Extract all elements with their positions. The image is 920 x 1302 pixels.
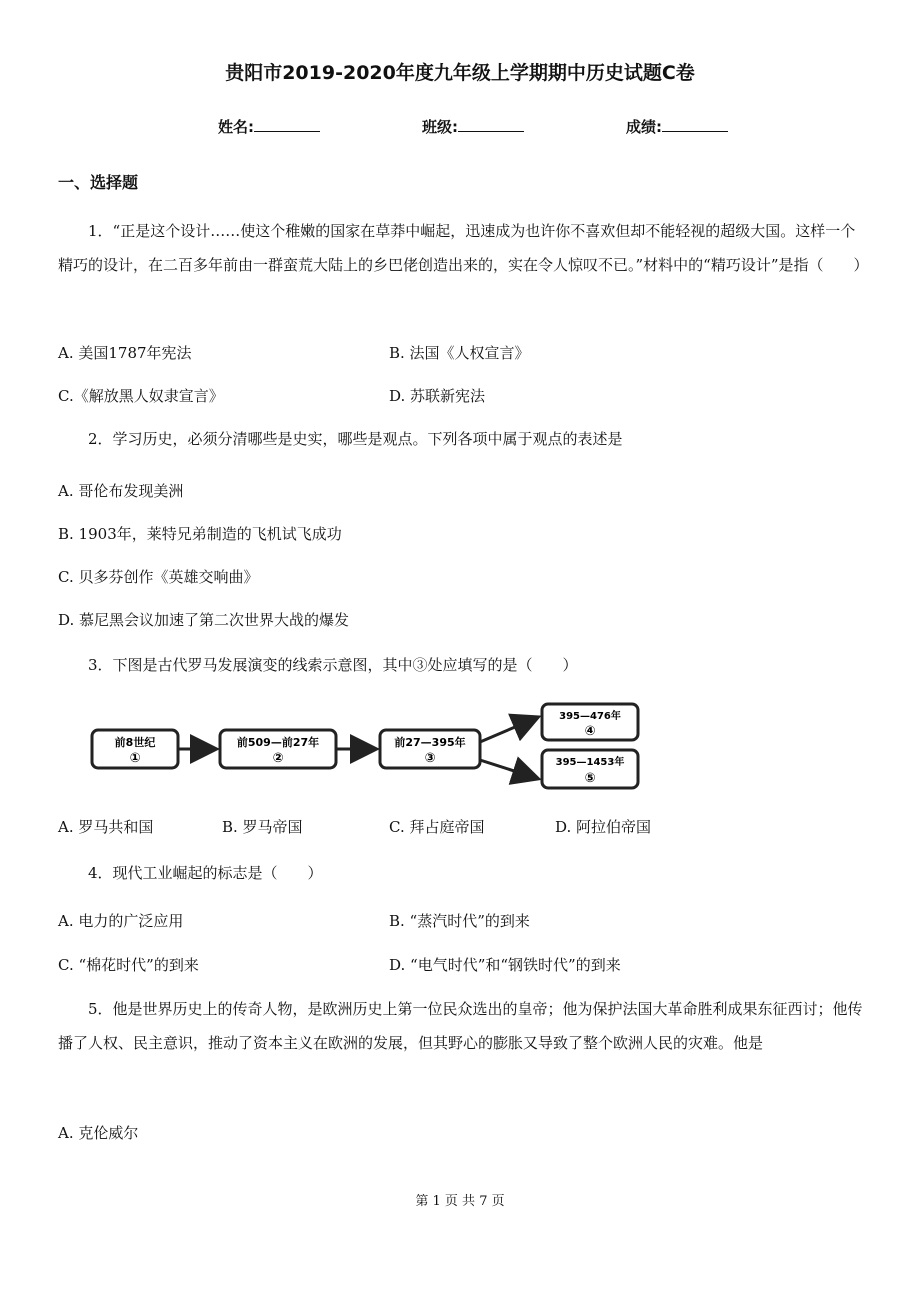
- box-3-period: 前27—395年: [394, 736, 466, 749]
- option-d: D. 慕尼黑会议加速了第二次世界大战的爆发: [58, 611, 350, 629]
- box-2-period: 前509—前27年: [236, 736, 320, 749]
- name-label: 姓名:: [218, 118, 254, 136]
- option-a: A. 美国1787年宪法: [58, 344, 192, 362]
- class-field: [422, 116, 524, 137]
- timeline-box-1: [92, 730, 178, 768]
- question-4: [88, 856, 323, 890]
- option-d: D. 苏联新宪法: [389, 387, 486, 405]
- timeline-box-4: [542, 704, 638, 740]
- question-text: 下图是古代罗马发展演变的线索示意图，其中③处应填写的是（ ）: [112, 656, 578, 674]
- section-title: 一、选择题: [58, 173, 139, 192]
- question-1: [58, 214, 869, 282]
- question-text: “正是这个设计……使这个稚嫩的国家在草莽中崛起，迅速成为也许你不喜欢但却不能轻视的超级大国。这样一个精巧的设计，在二百多年前由一群蛮荒大陆上的乡巴佬创造出来的，实在令人惊叹不已。”材料中的“精巧设计”是指（ ）: [58, 222, 869, 274]
- rome-timeline-diagram: [84, 698, 654, 798]
- question-number: 3．: [88, 656, 113, 674]
- option-c: C.《解放黑人奴隶宣言》: [58, 387, 224, 405]
- arrow-3: [480, 718, 536, 742]
- class-blank: [458, 117, 524, 132]
- question-number: 2．: [88, 430, 113, 448]
- question-5: [58, 992, 864, 1060]
- option-d: D. “电气时代”和“钢铁时代”的到来: [389, 956, 621, 974]
- box-3-marker: ③: [424, 751, 436, 766]
- question-number: 5．: [88, 1000, 113, 1018]
- option-a: A. 克伦威尔: [58, 1124, 139, 1142]
- question-text: 他是世界历史上的传奇人物，是欧洲历史上第一位民众选出的皇帝；他为保护法国大革命胜利成果东征西讨；他传播了人权、民主意识，推动了资本主义在欧洲的发展，但其野心的膨胀又导致了整个欧洲人民的灾难。他是: [58, 1000, 863, 1052]
- question-text: 现代工业崛起的标志是（ ）: [112, 864, 323, 882]
- option-b: B. “蒸汽时代”的到来: [389, 912, 530, 930]
- name-field: [218, 116, 320, 137]
- box-5-marker: ⑤: [584, 771, 596, 786]
- name-blank: [254, 117, 320, 132]
- option-c: C. 贝多芬创作《英雄交响曲》: [58, 568, 259, 586]
- page-footer: 第 1 页 共 7 页: [415, 1194, 505, 1209]
- timeline-box-2: [220, 730, 336, 768]
- option-c: C. “棉花时代”的到来: [58, 956, 199, 974]
- option-a: A. 哥伦布发现美洲: [58, 482, 184, 500]
- score-label: 成绩:: [626, 118, 662, 136]
- box-4-period: 395—476年: [559, 711, 621, 722]
- box-5-period: 395—1453年: [555, 757, 625, 768]
- option-a: A. 电力的广泛应用: [58, 912, 184, 930]
- box-1-period: 前8世纪: [114, 736, 156, 749]
- question-2: [88, 422, 623, 456]
- box-2-marker: ②: [272, 751, 284, 766]
- option-c: C. 拜占庭帝国: [389, 818, 485, 836]
- option-d: D. 阿拉伯帝国: [555, 818, 652, 836]
- class-label: 班级:: [422, 118, 458, 136]
- score-blank: [662, 117, 728, 132]
- arrow-4: [480, 760, 536, 778]
- page-title: 贵阳市2019-2020年度九年级上学期期中历史试题C卷: [225, 62, 695, 84]
- timeline-box-5: [542, 750, 638, 788]
- option-a: A. 罗马共和国: [58, 818, 154, 836]
- question-text: 学习历史，必须分清哪些是史实，哪些是观点。下列各项中属于观点的表述是: [112, 430, 623, 448]
- timeline-box-3: [380, 730, 480, 768]
- score-field: [626, 116, 728, 137]
- question-3: [88, 648, 578, 682]
- option-b: B. 法国《人权宣言》: [389, 344, 530, 362]
- question-number: 4．: [88, 864, 113, 882]
- option-b: B. 1903年，莱特兄弟制造的飞机试飞成功: [58, 525, 342, 543]
- box-4-marker: ④: [584, 724, 596, 739]
- option-b: B. 罗马帝国: [222, 818, 303, 836]
- box-1-marker: ①: [129, 751, 141, 766]
- question-number: 1．: [88, 222, 113, 240]
